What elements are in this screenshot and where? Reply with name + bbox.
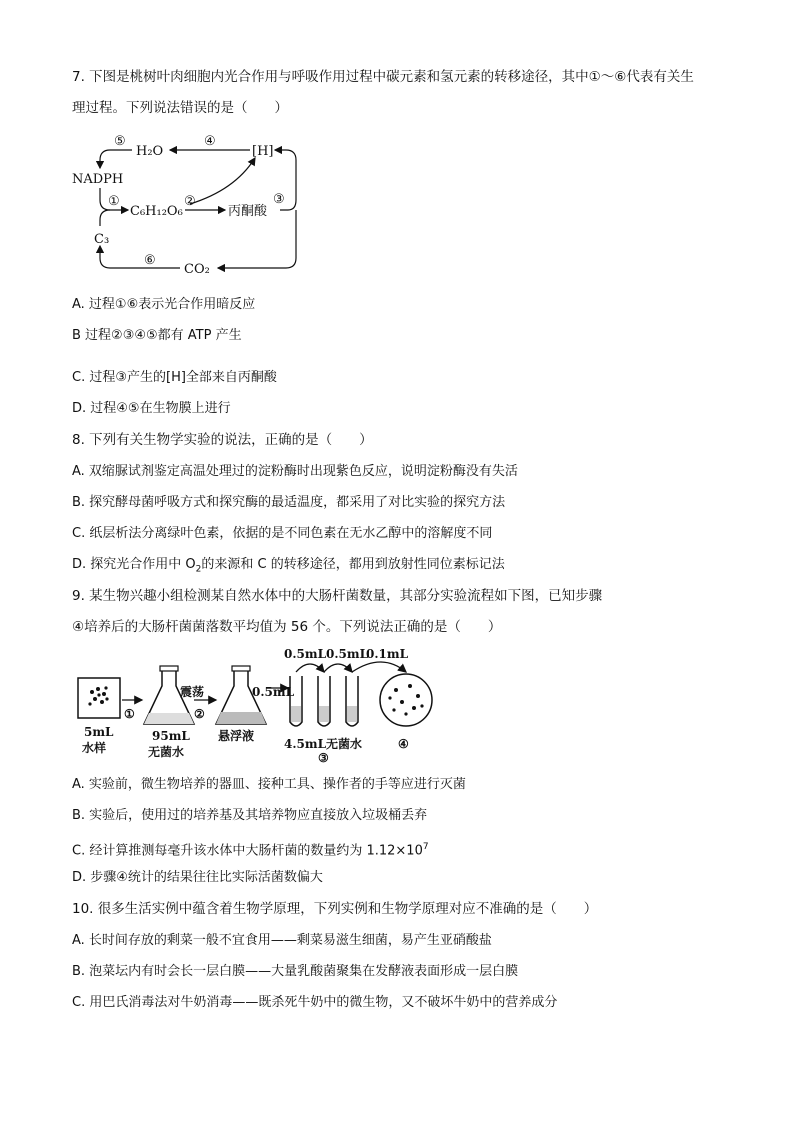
label-6: ⑥ [144,253,156,268]
arrow-5 [100,150,132,168]
q10-stem: 10. 很多生活实例中蕴含着生物学原理，下列实例和生物学原理对应不准确的是（ ） [72,901,598,917]
label-c3: C₃ [94,232,110,247]
q7-option-b: B 过程②③④⑤都有 ATP 产生 [72,328,242,343]
label-nadph: NADPH [72,172,124,187]
water-sample-box [78,678,120,718]
q8-option-d-pre: D. 探究光合作用中 O [72,557,196,572]
label-step-2: ② [194,707,205,721]
q9-stem-line2: ④培养后的大肠杆菌菌落数平均值为 56 个。下列说法正确的是（ ） [72,619,502,635]
q9-stem-line1: 9. 某生物兴趣小组检测某自然水体中的大肠杆菌数量，其部分实验流程如下图，已知步骤 [72,588,603,604]
label-tubes: 4.5mL无菌水 [284,737,363,751]
arrow-c3-up [100,210,110,226]
q9-option-c-pre: C. 经计算推测每毫升该水体中大肠杆菌的数量约为 1.12×10 [72,843,423,859]
q8-stem: 8. 下列有关生物学实验的说法，正确的是（ ） [72,432,373,448]
label-pyruvate: 丙酮酸 [228,204,268,219]
q9-option-c-sup: 7 [422,842,429,852]
q8-option-d-post: 的来源和 C 的转移途径，都用到放射性同位素标记法 [201,557,505,572]
label-step-4: ④ [398,737,409,751]
label-h: [H] [252,144,274,159]
arrow-6 [100,246,180,268]
q9-option-b: B. 实验后，使用过的培养基及其培养物应直接放入垃圾桶丢弃 [72,808,428,823]
label-5: ⑤ [114,134,126,149]
label-sterile-water-1: 无菌水 [148,745,185,759]
q9-option-d: D. 步骤④统计的结果往往比实际活菌数偏大 [72,870,323,885]
q8-option-c: C. 纸层析法分离绿叶色素，依据的是不同色素在无水乙醇中的溶解度不同 [72,526,493,541]
q7-option-d: D. 过程④⑤在生物膜上进行 [72,401,231,416]
label-step-3: ③ [318,751,329,764]
label-05-c: 0.5mL [252,685,295,699]
arrow-tube-1-2 [296,664,324,672]
label-05-a: 0.5mL [284,647,327,661]
q7-option-c: C. 过程③产生的[H]全部来自丙酮酸 [72,370,277,385]
q7-option-a: A. 过程①⑥表示光合作用暗反应 [72,297,256,312]
arrow-tube-2-3 [324,664,352,672]
q10-option-c: C. 用巴氏消毒法对牛奶消毒——既杀死牛奶中的微生物，又不破坏牛奶中的营养成分 [72,995,558,1010]
arrow-curve [190,158,255,204]
q7-stem-line1: 7. 下图是桃树叶肉细胞内光合作用与呼吸作用过程中碳元素和氢元素的转移途径，其中①～⑥代表有关生 [72,69,694,85]
q9-option-a: A. 实验前，微生物培养的器皿、接种工具、操作者的手等应进行灭菌 [72,777,466,792]
label-2: ② [184,194,196,209]
label-01: 0.1mL [366,647,409,661]
arrow-to-dish [352,662,406,672]
label-95ml: 95mL [152,729,190,743]
label-water-sample: 水样 [82,741,107,755]
label-glucose: C₆H₁₂O₆ [130,204,183,219]
q7-pathway-diagram [70,128,310,280]
q10-option-a: A. 长时间存放的剩菜一般不宜食用——剩菜易滋生细菌，易产生亚硝酸盐 [72,933,492,948]
label-co2: CO₂ [184,262,210,277]
q8-option-b: B. 探究酵母菌呼吸方式和探究酶的最适温度，都采用了对比实验的探究方法 [72,495,506,510]
label-3: ③ [273,192,285,207]
label-shake: 震荡 [180,685,205,699]
petri-dish [380,674,432,726]
q10-option-b: B. 泡菜坛内有时会长一层白膜——大量乳酸菌聚集在发酵液表面形成一层白膜 [72,964,519,979]
q9-option-c [72,838,429,860]
label-step-1: ① [124,707,135,721]
q9-dilution-diagram [76,644,446,764]
q8-option-d [72,556,505,579]
q7-stem-line2: 理过程。下列说法错误的是（ ） [72,100,288,116]
label-suspension: 悬浮液 [218,729,255,743]
label-05-b: 0.5mL [326,647,369,661]
q8-option-a: A. 双缩脲试剂鉴定高温处理过的淀粉酶时出现紫色反应，说明淀粉酶没有失活 [72,464,518,479]
label-4: ④ [204,134,216,149]
q8-option-d-sub: 2 [195,564,202,575]
label-1: ① [108,194,120,209]
label-5ml: 5mL [84,725,114,739]
label-h2o: H₂O [136,144,164,159]
